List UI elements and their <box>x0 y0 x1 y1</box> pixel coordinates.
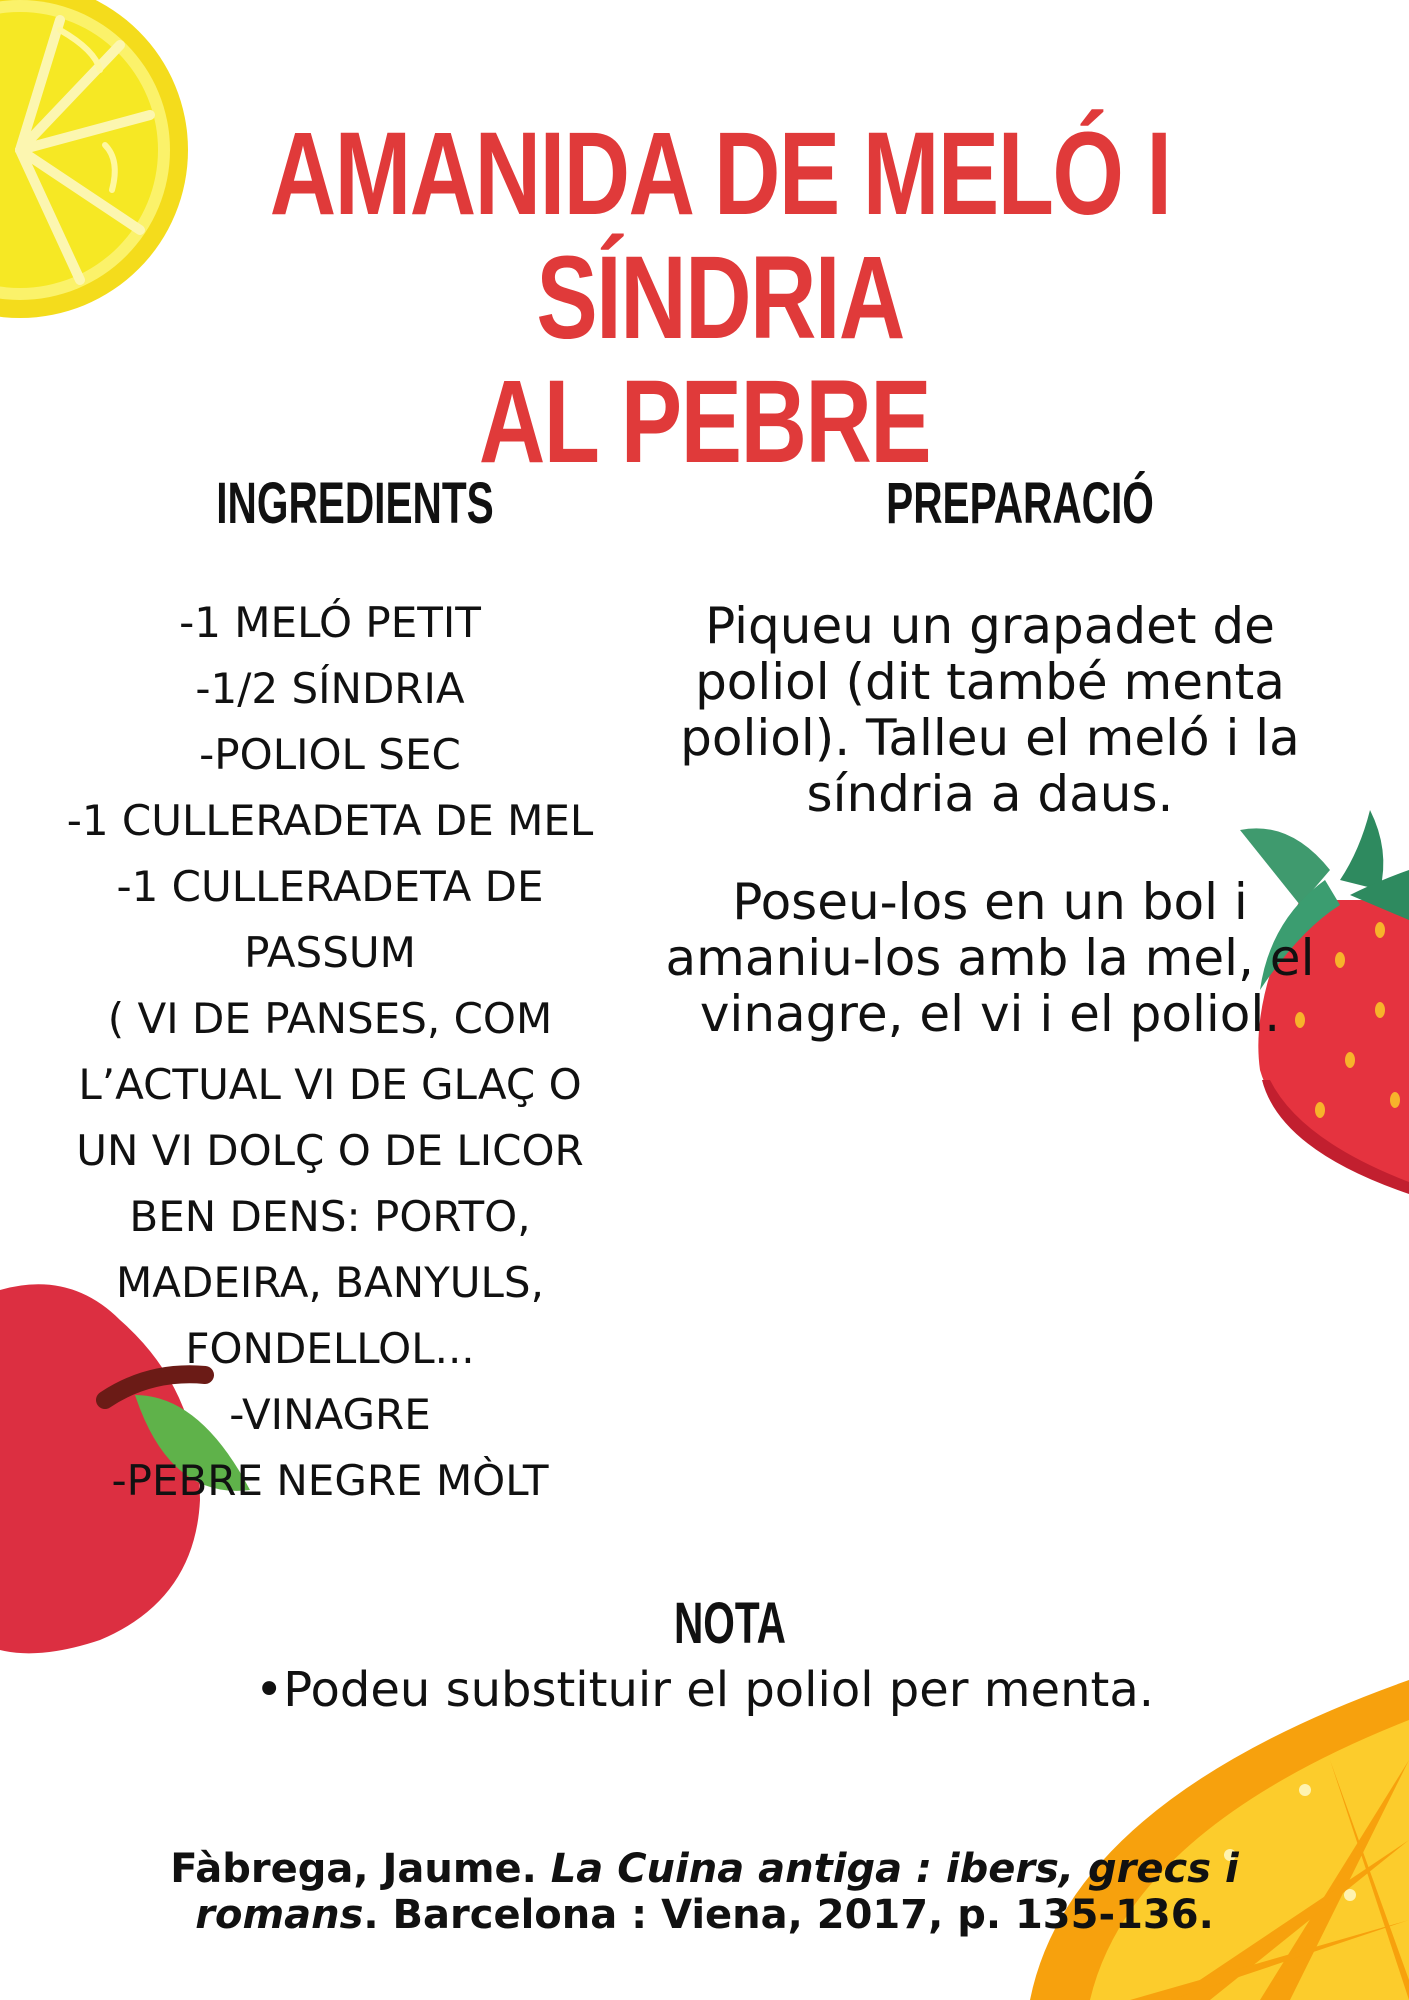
list-item: ( VI DE PANSES, COM <box>107 994 553 1043</box>
citation-publication: . Barcelona : Viena, 2017, p. 135-136. <box>363 1892 1214 1938</box>
recipe-title <box>155 108 1254 488</box>
citation-book-title-1: La Cuina antiga : ibers, grecs i <box>550 1846 1239 1892</box>
ingredients-list <box>40 590 620 1514</box>
citation <box>0 1846 1409 1938</box>
note-text: •Podeu substituir el poliol per menta. <box>254 1662 1154 1718</box>
list-item: BEN DENS: PORTO, <box>129 1192 531 1241</box>
recipe-title-line1: AMANIDA DE MELÓ I SÍNDRIA <box>269 108 1171 364</box>
preparation-heading: PREPARACIÓ <box>886 471 1154 536</box>
recipe-title-line2: AL PEBRE <box>478 356 931 488</box>
list-item: -VINAGRE <box>229 1390 431 1439</box>
list-item: -1 MELÓ PETIT <box>179 598 481 647</box>
note-heading: NOTA <box>673 1591 786 1656</box>
list-item: UN VI DOLÇ O DE LICOR <box>76 1126 584 1175</box>
list-item: L’ACTUAL VI DE GLAÇ O <box>78 1060 582 1109</box>
list-item: -PEBRE NEGRE MÒLT <box>111 1456 549 1505</box>
ingredients-heading: INGREDIENTS <box>216 471 494 536</box>
list-item: -1 CULLERADETA DE <box>116 862 544 911</box>
citation-author: Fàbrega, Jaume. <box>170 1846 551 1892</box>
preparation-text <box>660 598 1320 1042</box>
preparation-paragraph-2: Poseu-los en un bol i amaniu-los amb la mel, el vinagre, el vi i el poliol. <box>665 873 1315 1043</box>
list-item: -1/2 SÍNDRIA <box>195 664 465 713</box>
list-item: -POLIOL SEC <box>199 730 461 779</box>
list-item: PASSUM <box>244 928 416 977</box>
list-item: MADEIRA, BANYULS, <box>116 1258 544 1307</box>
orange-slice-icon <box>1030 1680 1409 2000</box>
citation-book-title-2: romans <box>195 1892 364 1938</box>
list-item: -1 CULLERADETA DE MEL <box>66 796 594 845</box>
list-item: FONDELLOL... <box>185 1324 475 1373</box>
preparation-paragraph-1: Piqueu un grapadet de poliol (dit també menta poliol). Talleu el meló i la síndria a daus. <box>680 597 1300 823</box>
